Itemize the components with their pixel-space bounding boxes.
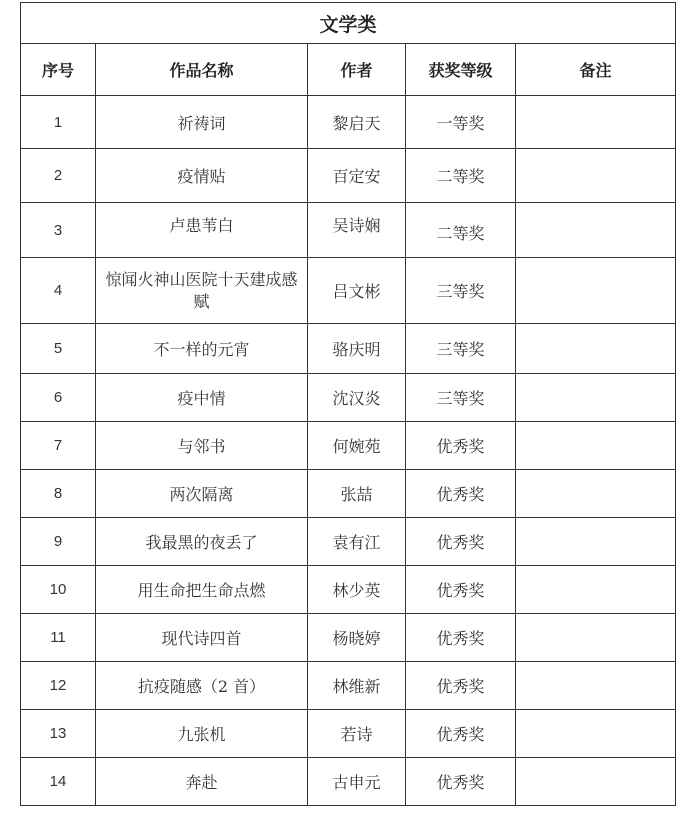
table-row	[21, 422, 676, 470]
row-note	[516, 614, 676, 662]
row-author: 林少英	[308, 566, 406, 614]
row-work-title: 两次隔离	[96, 470, 308, 518]
header-row	[21, 44, 676, 96]
literature-awards-table	[20, 2, 676, 806]
table-row	[21, 96, 676, 149]
row-work-title: 用生命把生命点燃	[96, 566, 308, 614]
row-author: 袁有江	[308, 518, 406, 566]
row-author: 林维新	[308, 662, 406, 710]
row-author: 古申元	[308, 758, 406, 806]
table-row	[21, 324, 676, 374]
row-index: 13	[21, 710, 96, 758]
row-work-title: 奔赴	[96, 758, 308, 806]
table-row	[21, 566, 676, 614]
row-award: 优秀奖	[406, 758, 516, 806]
header-work-title: 作品名称	[96, 44, 308, 96]
row-note	[516, 258, 676, 324]
row-author: 杨晓婷	[308, 614, 406, 662]
row-author: 骆庆明	[308, 324, 406, 374]
row-award: 优秀奖	[406, 422, 516, 470]
row-author: 张喆	[308, 470, 406, 518]
row-note	[516, 710, 676, 758]
row-index: 9	[21, 518, 96, 566]
table-row	[21, 758, 676, 806]
header-author: 作者	[308, 44, 406, 96]
row-award: 二等奖	[406, 203, 516, 258]
row-note	[516, 203, 676, 258]
awards-table-container	[20, 2, 676, 806]
row-index: 6	[21, 374, 96, 422]
row-note	[516, 422, 676, 470]
row-work-title: 疫中情	[96, 374, 308, 422]
header-index: 序号	[21, 44, 96, 96]
row-index: 14	[21, 758, 96, 806]
table-row	[21, 470, 676, 518]
row-note	[516, 758, 676, 806]
row-award: 二等奖	[406, 149, 516, 203]
row-author: 若诗	[308, 710, 406, 758]
row-index: 1	[21, 96, 96, 149]
row-award: 三等奖	[406, 324, 516, 374]
table-title: 文学类	[21, 3, 676, 44]
row-author: 吕文彬	[308, 258, 406, 324]
row-work-title: 抗疫随感（2 首）	[96, 662, 308, 710]
row-note	[516, 324, 676, 374]
table-row	[21, 662, 676, 710]
row-index: 2	[21, 149, 96, 203]
row-index: 5	[21, 324, 96, 374]
row-work-title: 不一样的元宵	[96, 324, 308, 374]
row-award: 优秀奖	[406, 566, 516, 614]
table-row	[21, 614, 676, 662]
row-index: 8	[21, 470, 96, 518]
table-row	[21, 149, 676, 203]
row-work-title: 与邻书	[96, 422, 308, 470]
row-author: 何婉苑	[308, 422, 406, 470]
row-index: 11	[21, 614, 96, 662]
row-author: 吴诗娴	[308, 203, 406, 258]
row-award: 三等奖	[406, 374, 516, 422]
header-notes: 备注	[516, 44, 676, 96]
table-row	[21, 710, 676, 758]
row-note	[516, 374, 676, 422]
row-work-title: 现代诗四首	[96, 614, 308, 662]
row-note	[516, 149, 676, 203]
row-work-title: 九张机	[96, 710, 308, 758]
row-award: 优秀奖	[406, 662, 516, 710]
row-note	[516, 662, 676, 710]
row-index: 4	[21, 258, 96, 324]
row-note	[516, 470, 676, 518]
row-note	[516, 96, 676, 149]
row-work-title: 祈祷词	[96, 96, 308, 149]
row-work-title: 卢患苇白	[96, 203, 308, 258]
table-row	[21, 203, 676, 258]
table-row	[21, 258, 676, 324]
row-index: 12	[21, 662, 96, 710]
row-author: 黎启天	[308, 96, 406, 149]
row-award: 三等奖	[406, 258, 516, 324]
row-award: 优秀奖	[406, 470, 516, 518]
row-work-title: 我最黑的夜丢了	[96, 518, 308, 566]
row-work-title: 惊闻火神山医院十天建成感赋	[96, 258, 308, 324]
row-work-title: 疫情贴	[96, 149, 308, 203]
row-note	[516, 518, 676, 566]
header-award-level: 获奖等级	[406, 44, 516, 96]
row-index: 3	[21, 203, 96, 258]
row-award: 优秀奖	[406, 710, 516, 758]
row-note	[516, 566, 676, 614]
table-row	[21, 518, 676, 566]
table-row	[21, 374, 676, 422]
row-index: 7	[21, 422, 96, 470]
row-award: 优秀奖	[406, 614, 516, 662]
row-award: 优秀奖	[406, 518, 516, 566]
row-author: 百定安	[308, 149, 406, 203]
row-award: 一等奖	[406, 96, 516, 149]
row-index: 10	[21, 566, 96, 614]
row-author: 沈汉炎	[308, 374, 406, 422]
